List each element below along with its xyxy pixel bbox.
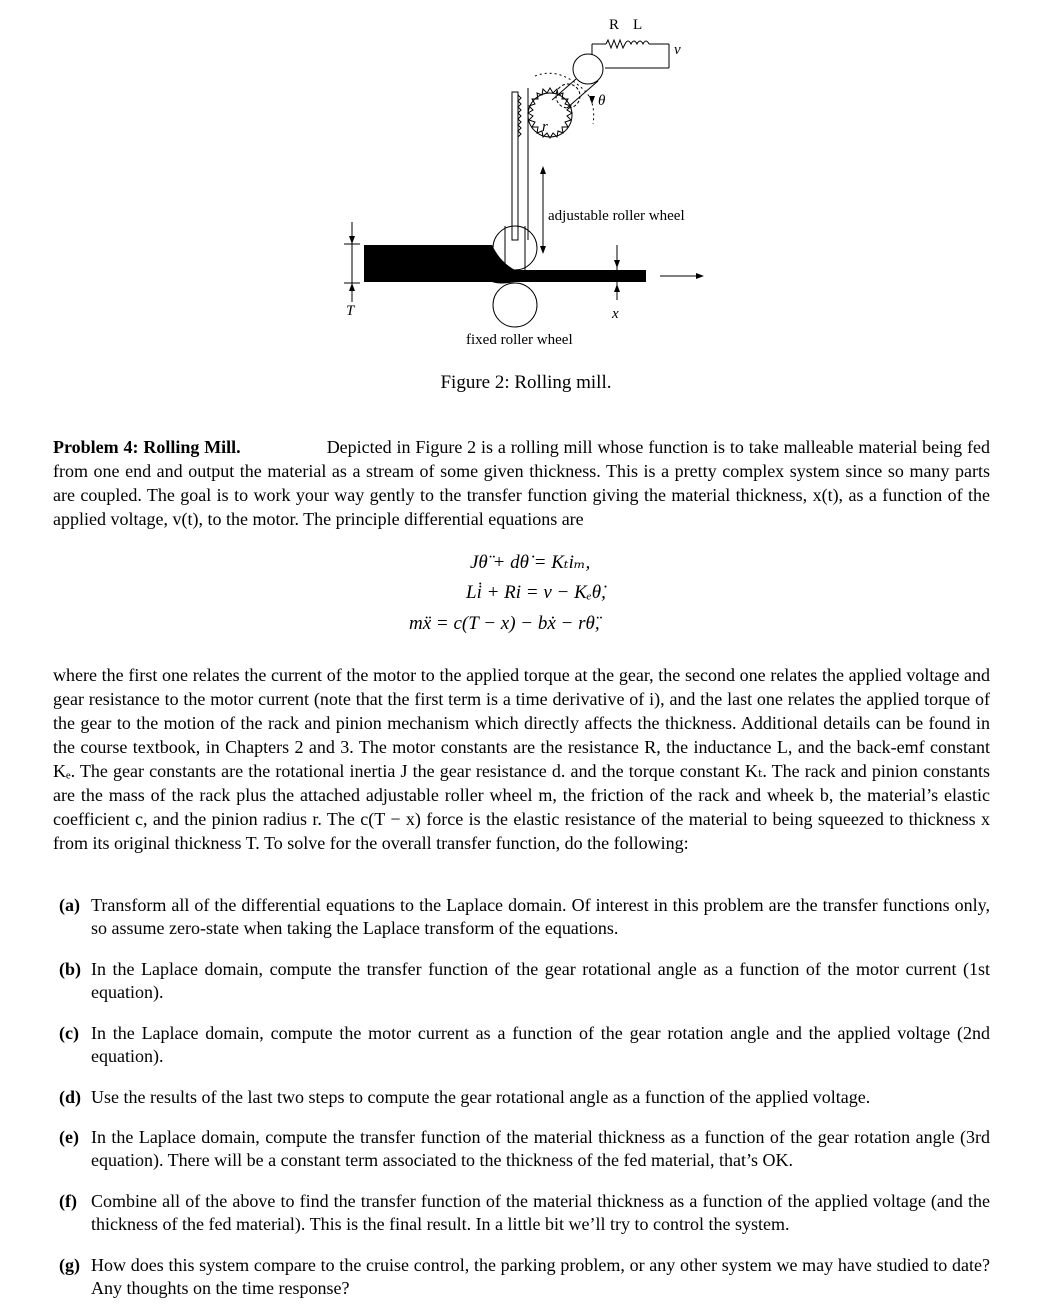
- pinion-gear: [528, 88, 572, 138]
- task-text: In the Laplace domain, compute the motor current as a function of the gear rotation angle and the applied voltage (2nd equation).: [91, 1023, 990, 1066]
- task-item-a: [53, 894, 990, 940]
- task-item-f: [53, 1190, 990, 1236]
- task-text: In the Laplace domain, compute the transfer function of the material thickness as a function of the gear rotation angle (3rd equation). There will be a constant term associated to the thickness of the fed material, that’s OK.: [91, 1127, 990, 1170]
- task-text: In the Laplace domain, compute the transfer function of the gear rotational angle as a function of the motor current (1st equation).: [91, 959, 990, 1002]
- task-label: (a): [59, 895, 80, 915]
- inductor-symbol: [625, 41, 649, 44]
- task-text: Use the results of the last two steps to compute the gear rotational angle as a function of the applied voltage.: [91, 1087, 871, 1107]
- rolling-mill-diagram: [0, 0, 1052, 380]
- problem-title: Problem 4: Rolling Mill.: [53, 437, 241, 457]
- task-label: (g): [59, 1255, 80, 1275]
- resistor-symbol: [606, 40, 625, 48]
- label-thickness-in: T: [346, 303, 355, 319]
- task-item-b: [53, 958, 990, 1004]
- label-adjustable-roller-wheel: adjustable roller wheel: [548, 208, 685, 224]
- label-fixed-roller-wheel: fixed roller wheel: [466, 332, 573, 348]
- task-item-e: [53, 1126, 990, 1172]
- task-label: (d): [59, 1087, 81, 1107]
- label-resistor: R: [609, 17, 620, 33]
- label-inductor: L: [633, 17, 643, 33]
- shaft-disc: [556, 84, 580, 108]
- label-thickness-out: x: [612, 306, 619, 322]
- problem-intro-text: Depicted in Figure 2 is a rolling mill whose function is to take malleable material being fed from one end and output the material as a stream of some given thickness. This is a pretty complex system since so many parts are coupled. The goal is to work your way gently to the transfer function giving the material thickness, x(t), as a function of the applied voltage, v(t), to the motor. The principle differential equations are: [53, 437, 991, 529]
- motor-circle: [573, 54, 603, 84]
- task-label: (c): [59, 1023, 79, 1043]
- problem-body-paragraph: where the first one relates the current of the motor to the applied torque at the gear, the second one relates the applied voltage and gear resistance to the motor current (note that the first term is a time derivative of i), and the last one relates the applied torque of the gear to the motion of the rack and pinion mechanism which directly affects the thickness. Additional details can be found in the course textbook, in Chapters 2 and 3. The motor constants are the resistance R, the inductance L, and the back-emf constant Kₑ. The gear constants are the rotational inertia J the gear resistance d. and the torque constant Kₜ. The rack and pinion constants are the mass of the rack plus the attached adjustable roller wheel m, the friction of the rack and wheek b, the material’s elastic coefficient c, and the pinion radius r. The c(T − x) force is the elastic resistance of the material to being squeezed to thickness x from its original thickness T. To solve for the overall transfer function, do the following:: [53, 665, 990, 853]
- figure-caption: Figure 2: Rolling mill.: [440, 372, 612, 393]
- equation-3: mẍ = c(T − x) − bẋ − rθ̈,: [409, 613, 600, 634]
- label-voltage: v: [674, 42, 681, 58]
- task-item-g: [53, 1254, 990, 1300]
- task-label: (f): [59, 1191, 77, 1211]
- equation-1: Jθ̈ + dθ̇ = Kₜiₘ,: [470, 552, 591, 573]
- label-radius: r: [542, 119, 548, 135]
- task-item-d: [53, 1086, 990, 1109]
- task-text: Transform all of the differential equations to the Laplace domain. Of interest in this problem are the transfer functions only, so assume zero-state when taking the Laplace transform of the equations.: [91, 895, 990, 938]
- label-angle: θ: [598, 93, 606, 109]
- fixed-roller-wheel: [493, 283, 537, 327]
- task-text: Combine all of the above to find the transfer function of the material thickness as a function of the applied voltage (and the thickness of the fed material). This is the final result. In a little bit we’ll try to control the system.: [91, 1191, 990, 1234]
- task-text: How does this system compare to the cruise control, the parking problem, or any other system we may have studied to date? Any thoughts on the time response?: [91, 1255, 990, 1298]
- equation-2: Li̇ + Ri = v − Kₑθ̇,: [466, 582, 606, 603]
- task-item-c: [53, 1022, 990, 1068]
- rolling-mill-figure: [0, 0, 1052, 380]
- task-label: (e): [59, 1127, 79, 1147]
- task-label: (b): [59, 959, 81, 979]
- rack: [512, 92, 518, 240]
- problem-intro-paragraph: [53, 435, 990, 531]
